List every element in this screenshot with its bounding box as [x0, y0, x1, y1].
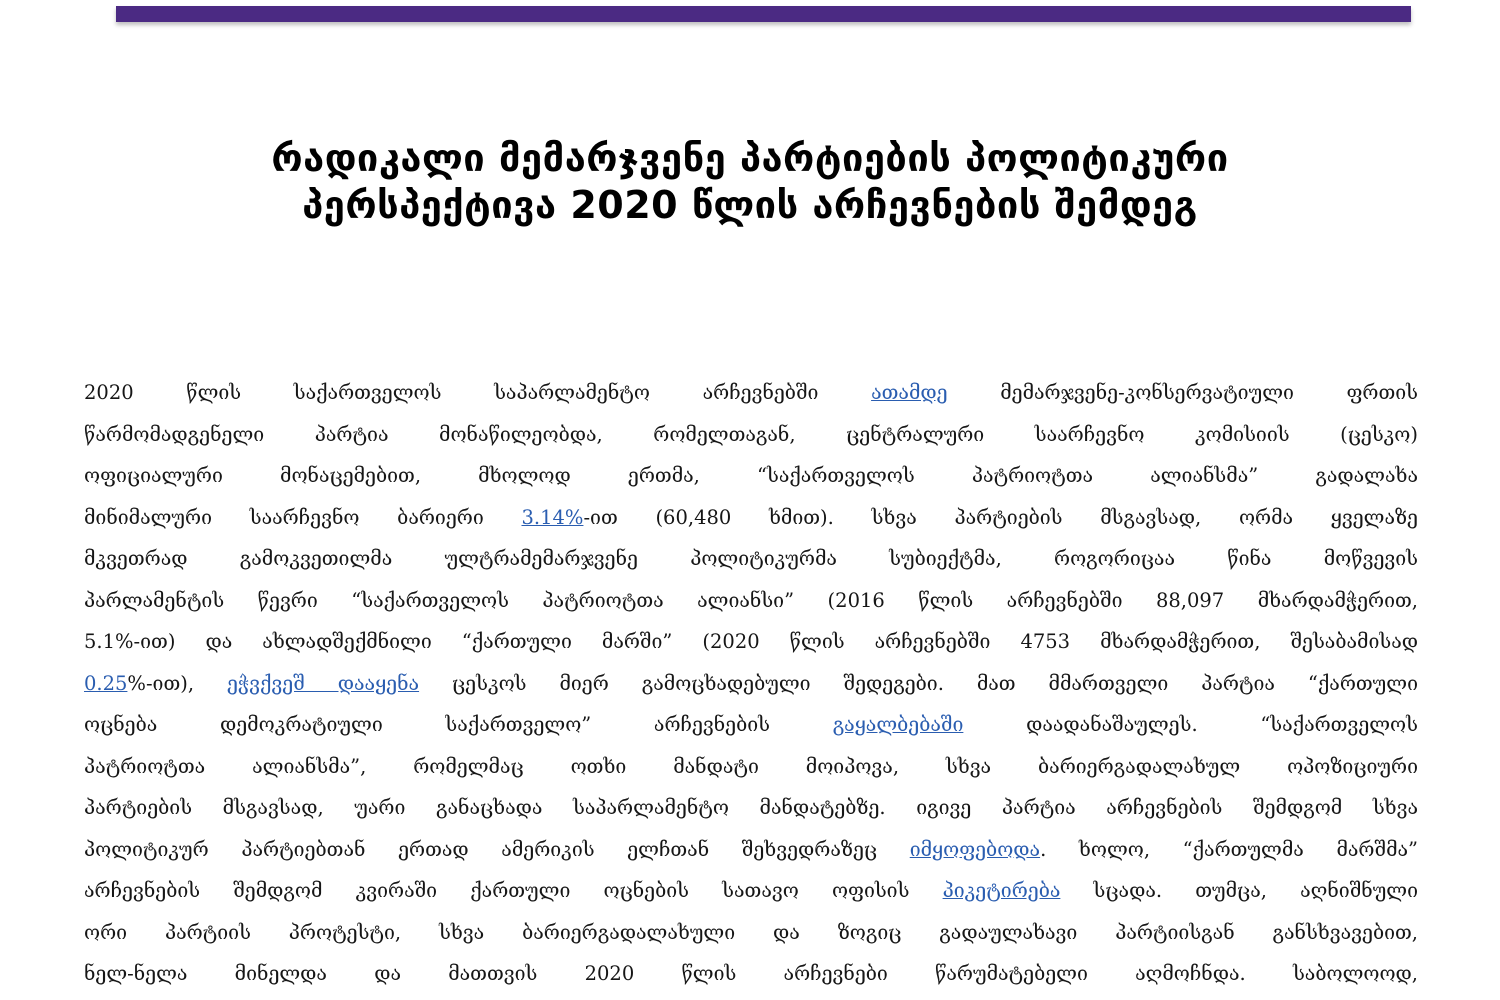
paragraph-line: 5.1%-ით) და ახლადშექმნილი “ქართული მარში” (2020 წლის არჩევნებში 4753 მხარდამჭერით, შესაბამისად	[84, 630, 1418, 653]
text-segment: პოლიტიკურ პარტიებთან ერთად ამერიკის ელჩთან შეხვედრაზეც	[84, 837, 910, 861]
title-line-1: რადიკალი მემარჯვენე პარტიების პოლიტიკური	[271, 136, 1229, 180]
text-segment: ოცნება დემოკრატიული საქართველო” არჩევნების	[84, 713, 833, 736]
paragraph-line: ნელ-ნელა მინელდა და მათთვის 2020 წლის არჩევნები წარუმატებელი აღმოჩნდა. საბოლოოდ,	[84, 962, 1418, 985]
body-paragraph	[84, 372, 1418, 995]
paragraph-line: მკვეთრად გამოკვეთილმა ულტრამემარჯვენე პოლიტიკურმა სუბიექტმა, როგორიცაა წინა მოწვევის	[84, 547, 1418, 570]
paragraph-line	[84, 829, 1418, 871]
text-segment: მემარჯვენე-კონსერვატიული ფრთის	[947, 381, 1418, 404]
paragraph-line: პარლამენტის წევრი “საქართველოს პატრიოტთა ალიანსი” (2016 წლის არჩევნებში 88,097 მხარდამჭერით,	[84, 588, 1418, 612]
link-percentage[interactable]: 3.14%	[521, 505, 584, 529]
text-segment: სცადა. თუმცა, აღნიშნული	[1060, 879, 1418, 902]
link-atamde[interactable]: ათამდე	[871, 381, 948, 404]
text-segment: ცესკოს მიერ გამოცხადებული შედეგები. მათ მმართველი პარტია “ქართული	[419, 671, 1418, 695]
text-segment: . ხოლო, “ქართულმა მარშმა”	[1040, 837, 1418, 861]
paragraph-line	[84, 704, 1418, 746]
link-zero-twenty-five[interactable]: 0.25	[84, 671, 128, 695]
text-segment: %-ით),	[127, 671, 227, 695]
paragraph-line	[84, 497, 1418, 539]
paragraph-line	[84, 372, 1418, 414]
text-segment: მინიმალური საარჩევნო ბარიერი	[84, 505, 522, 529]
text-segment: არჩევნების შემდგომ კვირაში ქართული ოცნების სათავო ოფისის	[84, 879, 943, 902]
paragraph-line: პატრიოტთა ალიანსმა”, რომელმაც ოთხი მანდატი მოიპოვა, სხვა ბარიერგადალახულ ოპოზიციური	[84, 754, 1418, 778]
link-was-present[interactable]: იმყოფებოდა	[909, 837, 1041, 861]
header-accent-bar	[116, 6, 1411, 22]
paragraph-line: წარმომადგენელი პარტია მონაწილეობდა, რომელთაგან, ცენტრალური საარჩევნო კომისიის (ცესკო)	[84, 422, 1418, 446]
link-picketing[interactable]: პიკეტირება	[942, 879, 1061, 902]
link-falsification[interactable]: გაყალბებაში	[832, 713, 964, 736]
paragraph-line: ოფიციალური მონაცემებით, მხოლოდ ერთმა, “საქართველოს პატრიოტთა ალიანსმა” გადალახა	[84, 464, 1418, 487]
text-segment: -ით (60,480 ხმით). სხვა პარტიების მსგავსად, ორმა ყველაზე	[583, 505, 1418, 529]
link-questioned[interactable]: ეჭვქვეშ დააყენა	[226, 671, 420, 695]
text-segment: 2020 წლის საქართველოს საპარლამენტო არჩევნებში	[84, 381, 872, 404]
text-segment: დაადანაშაულეს. “საქართველოს	[963, 713, 1418, 736]
paragraph-line	[84, 870, 1418, 912]
paragraph-line: პარტიების მსგავსად, უარი განაცხადა საპარლამენტო მანდატებზე. იგივე პარტია არჩევნების შემდგომ სხვა	[84, 796, 1418, 819]
paragraph-line: ორი პარტიის პროტესტი, სხვა ბარიერგადალახული და ზოგიც გადაულახავი პარტიისგან განსხვავებით,	[84, 920, 1418, 944]
document-title	[100, 135, 1400, 229]
paragraph-line	[84, 663, 1418, 705]
title-line-2: პერსპექტივა 2020 წლის არჩევნების შემდეგ	[302, 183, 1198, 227]
